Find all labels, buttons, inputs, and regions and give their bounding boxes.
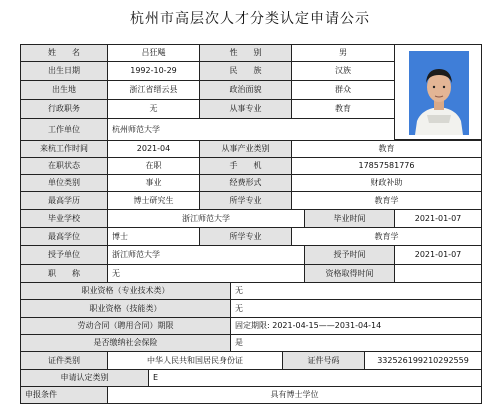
ethnic-value: 汉族 xyxy=(291,61,395,81)
condition-label: 申报条件 xyxy=(20,386,108,404)
gender-label: 性 别 xyxy=(199,44,292,62)
political-label: 政治面貌 xyxy=(199,80,292,100)
political-value: 群众 xyxy=(291,80,395,100)
status-value: 在职 xyxy=(107,157,200,175)
title-label: 职 称 xyxy=(20,264,108,283)
school-value: 浙江师范大学 xyxy=(107,209,305,228)
name-label: 姓 名 xyxy=(20,44,108,62)
title-time-label: 资格取得时间 xyxy=(304,264,395,283)
phone-label: 手 机 xyxy=(199,157,292,175)
id-type-value: 中华人民共和国居民身份证 xyxy=(107,351,283,370)
name-value: 吕狂飚 xyxy=(107,44,200,62)
funding-value: 财政补助 xyxy=(291,174,482,192)
condition-value: 具有博士学位 xyxy=(107,386,482,404)
qual-skill-value: 无 xyxy=(230,299,482,318)
degree-value: 博士 xyxy=(107,227,200,246)
birthplace-value: 浙江省缙云县 xyxy=(107,80,200,100)
arrival-label: 来杭工作时间 xyxy=(20,140,108,158)
major2-label: 所学专业 xyxy=(199,227,292,246)
work-field-value: 教育 xyxy=(291,99,395,119)
gender-value: 男 xyxy=(291,44,395,62)
edu-label: 最高学历 xyxy=(20,191,108,210)
edu-value: 博士研究生 xyxy=(107,191,200,210)
unit-type-value: 事业 xyxy=(107,174,200,192)
id-no-label: 证件号码 xyxy=(282,351,365,370)
unit-type-label: 单位类别 xyxy=(20,174,108,192)
arrival-value: 2021-04 xyxy=(107,140,200,158)
category-value: E xyxy=(148,369,482,387)
category-label: 申请认定类别 xyxy=(20,369,149,387)
qual-skill-label: 职业资格（技能类） xyxy=(20,299,231,318)
page-title: 杭州市高层次人才分类认定申请公示 xyxy=(130,11,370,27)
admin-value: 无 xyxy=(107,99,200,119)
employer-label: 工作单位 xyxy=(20,118,108,141)
status-label: 在职状态 xyxy=(20,157,108,175)
industry-label: 从事产业类别 xyxy=(199,140,292,158)
qual-tech-label: 职业资格（专业技术类） xyxy=(20,282,231,300)
birth-value: 1992-10-29 xyxy=(107,61,200,81)
contract-label: 劳动合同（聘用合同）期限 xyxy=(20,317,231,335)
grad-time-value: 2021-01-07 xyxy=(394,209,482,228)
applicant-photo xyxy=(409,51,469,135)
application-form xyxy=(20,44,482,404)
ethnic-label: 民 族 xyxy=(199,61,292,81)
employer-value: 杭州师范大学 xyxy=(107,118,395,141)
grantor-value: 浙江师范大学 xyxy=(107,245,305,265)
major-value: 教育学 xyxy=(291,191,482,210)
id-type-label: 证件类别 xyxy=(20,351,108,370)
industry-value: 教育 xyxy=(291,140,482,158)
degree-label: 最高学位 xyxy=(20,227,108,246)
funding-label: 经费形式 xyxy=(199,174,292,192)
photo-cell xyxy=(394,44,482,140)
birth-label: 出生日期 xyxy=(20,61,108,81)
contract-value: 固定期限: 2021-04-15——2031-04-14 xyxy=(230,317,482,335)
social-label: 是否缴纳社会保险 xyxy=(20,334,231,352)
grantor-label: 授予单位 xyxy=(20,245,108,265)
major2-value: 教育学 xyxy=(291,227,482,246)
admin-label: 行政职务 xyxy=(20,99,108,119)
birthplace-label: 出生地 xyxy=(20,80,108,100)
id-no-value: 332526199210292559 xyxy=(364,351,482,370)
social-value: 是 xyxy=(230,334,482,352)
school-label: 毕业学校 xyxy=(20,209,108,228)
title-time-value xyxy=(394,264,482,283)
grant-time-label: 授予时间 xyxy=(304,245,395,265)
work-field-label: 从事专业 xyxy=(199,99,292,119)
title-value: 无 xyxy=(107,264,305,283)
grad-time-label: 毕业时间 xyxy=(304,209,395,228)
major-label: 所学专业 xyxy=(199,191,292,210)
grant-time-value: 2021-01-07 xyxy=(394,245,482,265)
qual-tech-value: 无 xyxy=(230,282,482,300)
phone-value: 17857581776 xyxy=(291,157,482,175)
